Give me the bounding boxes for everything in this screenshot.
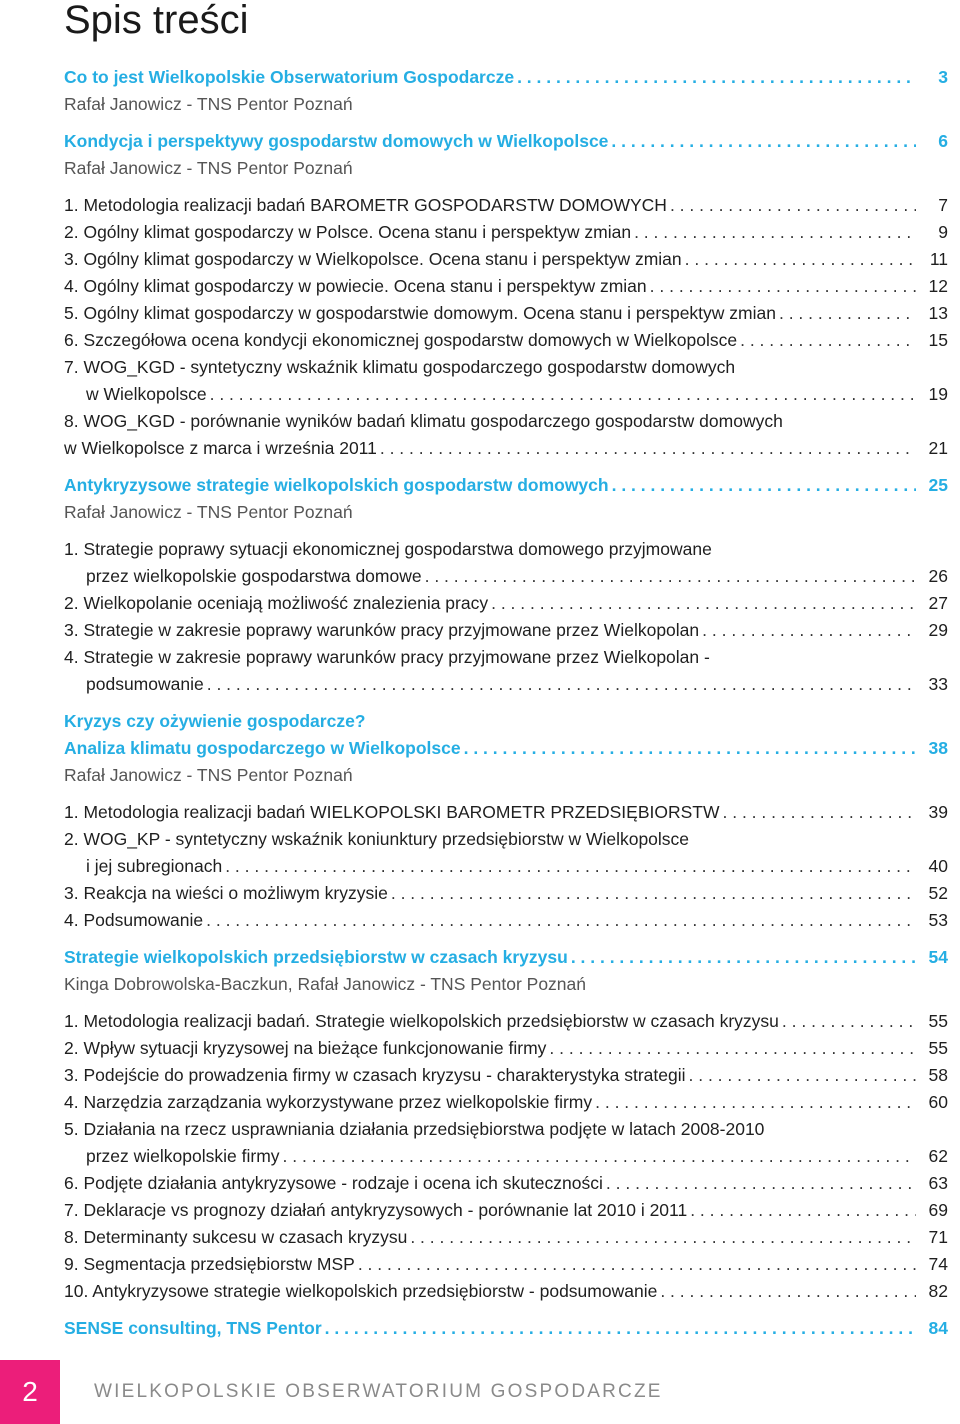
toc-entry-label: 3. Strategie w zakresie poprawy warunków pracy przyjmowane przez Wielkopolan xyxy=(64,620,700,640)
toc-entry-label: 3. Podejście do prowadzenia firmy w czasach kryzysu - charakterystyka strategii xyxy=(64,1065,686,1085)
toc-spacer xyxy=(64,118,960,128)
toc-page-number: 21 xyxy=(928,438,948,458)
toc-page-number: 25 xyxy=(928,475,948,495)
toc-page-number: 63 xyxy=(928,1173,948,1193)
dot-leader xyxy=(611,128,916,155)
toc-entry[interactable] xyxy=(64,219,960,246)
dot-leader xyxy=(325,1315,916,1342)
toc-page-number: 82 xyxy=(928,1281,948,1301)
dot-leader xyxy=(425,563,916,590)
toc-entry-label: 5. Ogólny klimat gospodarczy w gospodarstwie domowym. Ocena stanu i perspektyw zmian xyxy=(64,303,776,323)
toc-spacer xyxy=(64,934,960,944)
dot-leader xyxy=(595,1089,916,1116)
toc-page-number: 38 xyxy=(928,738,948,758)
toc-page-number: 6 xyxy=(938,131,948,151)
dot-leader xyxy=(723,799,917,826)
page-number: 2 xyxy=(22,1376,38,1407)
toc-entry-label: 6. Podjęte działania antykryzysowe - rodzaje i ocena ich skuteczności xyxy=(64,1173,603,1193)
toc-section[interactable] xyxy=(64,1315,960,1342)
toc-entry-label: Co to jest Wielkopolskie Obserwatorium Gospodarcze xyxy=(64,67,515,87)
toc-entry-label: Strategie wielkopolskich przedsiębiorstw w czasach kryzysu xyxy=(64,947,568,967)
toc-spacer xyxy=(64,526,960,536)
toc-section[interactable] xyxy=(64,472,960,499)
toc-spacer xyxy=(64,998,960,1008)
toc-spacer xyxy=(64,698,960,708)
toc-entry[interactable] xyxy=(64,1278,960,1305)
footer-title: WIELKOPOLSKIE OBSERWATORIUM GOSPODARCZE xyxy=(94,1381,663,1402)
toc-entry[interactable] xyxy=(64,192,960,219)
toc-entry[interactable] xyxy=(64,381,960,408)
dot-leader xyxy=(207,671,916,698)
toc-author: Kinga Dobrowolska-Baczkun, Rafał Janowicz - TNS Pentor Poznań xyxy=(64,974,587,994)
toc-page-number: 9 xyxy=(938,222,948,242)
toc-author: Rafał Janowicz - TNS Pentor Poznań xyxy=(64,158,353,178)
toc-entry-label: 10. Antykryzysowe strategie wielkopolskich przedsiębiorstw - podsumowanie xyxy=(64,1281,658,1301)
toc-entry-label: 2. Wpływ sytuacji kryzysowej na bieżące funkcjonowanie firmy xyxy=(64,1038,547,1058)
toc-entry[interactable] xyxy=(64,1008,960,1035)
dot-leader xyxy=(689,1062,917,1089)
toc-page-number: 55 xyxy=(928,1038,948,1058)
dot-leader xyxy=(670,192,916,219)
toc-entry[interactable] xyxy=(64,1035,960,1062)
toc-entry-label: 1. Metodologia realizacji badań. Strategie wielkopolskich przedsiębiorstw w czasach kryzysu xyxy=(64,1011,779,1031)
toc-entry-label: Antykryzysowe strategie wielkopolskich gospodarstw domowych xyxy=(64,475,609,495)
toc-section[interactable] xyxy=(64,735,960,762)
toc-entry-label: 7. Deklaracje vs prognozy działań antykryzysowych - porównanie lat 2010 i 2011 xyxy=(64,1200,688,1220)
toc-entry-label: przez wielkopolskie gospodarstwa domowe xyxy=(86,566,422,586)
dot-leader xyxy=(380,435,916,462)
toc-entry-label: w Wielkopolsce z marca i września 2011 xyxy=(64,438,377,458)
toc-page-number: 54 xyxy=(928,947,948,967)
dot-leader xyxy=(612,472,916,499)
toc-entry-label: 4. Narzędzia zarządzania wykorzystywane przez wielkopolskie firmy xyxy=(64,1092,593,1112)
toc-section[interactable] xyxy=(64,944,960,971)
toc-author: Rafał Janowicz - TNS Pentor Poznań xyxy=(64,765,353,785)
toc-entry[interactable] xyxy=(64,435,960,462)
toc-page-number: 40 xyxy=(928,856,948,876)
toc-entry-label: 2. Ogólny klimat gospodarczy w Polsce. Ocena stanu i perspektyw zmian xyxy=(64,222,632,242)
toc-entry[interactable] xyxy=(64,1170,960,1197)
dot-leader xyxy=(740,327,916,354)
toc-entry[interactable] xyxy=(64,1062,960,1089)
toc-entry-text: 5. Działania na rzecz usprawniania działania przedsiębiorstwa podjęte w latach 2008-2010 xyxy=(64,1119,765,1139)
toc-section[interactable] xyxy=(64,64,960,91)
toc-page-number: 55 xyxy=(928,1011,948,1031)
toc-spacer xyxy=(64,182,960,192)
toc-page-number: 69 xyxy=(928,1200,948,1220)
toc-entry[interactable] xyxy=(64,671,960,698)
toc-page-number: 13 xyxy=(928,303,948,323)
toc-entry-label: 2. Wielkopolanie oceniają możliwość znalezienia pracy xyxy=(64,593,489,613)
toc-entry[interactable] xyxy=(64,1143,960,1170)
toc-entry-label: 4. Podsumowanie xyxy=(64,910,204,930)
toc-spacer xyxy=(64,1305,960,1315)
toc-entry-text: 1. Strategie poprawy sytuacji ekonomicznej gospodarstwa domowego przyjmowane xyxy=(64,539,712,559)
toc-entry-label: 1. Metodologia realizacji badań WIELKOPOLSKI BAROMETR PRZEDSIĘBIORSTW xyxy=(64,802,720,822)
toc-entry-label: i jej subregionach xyxy=(86,856,223,876)
dot-leader xyxy=(782,1008,916,1035)
toc-entry-label: 3. Ogólny klimat gospodarczy w Wielkopolsce. Ocena stanu i perspektyw zmian xyxy=(64,249,682,269)
dot-leader xyxy=(225,853,916,880)
dot-leader xyxy=(660,1278,916,1305)
toc-page-number: 7 xyxy=(938,195,948,215)
toc-page-number: 53 xyxy=(928,910,948,930)
toc-entry-label: podsumowanie xyxy=(86,674,204,694)
dot-leader xyxy=(517,64,916,91)
toc-entry[interactable] xyxy=(64,1197,960,1224)
toc-page-number: 19 xyxy=(928,384,948,404)
dot-leader xyxy=(571,944,916,971)
toc-entry-label: Kondycja i perspektywy gospodarstw domowych w Wielkopolsce xyxy=(64,131,609,151)
dot-leader xyxy=(464,735,916,762)
toc-entry[interactable] xyxy=(64,1224,960,1251)
toc-entry[interactable] xyxy=(64,327,960,354)
toc-spacer xyxy=(64,789,960,799)
toc-entry-text: 7. WOG_KGD - syntetyczny wskaźnik klimatu gospodarczego gospodarstw domowych xyxy=(64,357,736,377)
toc-page-number: 26 xyxy=(928,566,948,586)
dot-leader xyxy=(391,880,916,907)
dot-leader xyxy=(410,1224,916,1251)
toc-entry[interactable] xyxy=(64,590,960,617)
toc-page-number: 74 xyxy=(928,1254,948,1274)
toc-page-number: 84 xyxy=(928,1318,948,1338)
toc-page-number: 3 xyxy=(938,67,948,87)
toc-entry-text: 4. Strategie w zakresie poprawy warunków pracy przyjmowane przez Wielkopolan - xyxy=(64,647,710,667)
dot-leader xyxy=(206,907,916,934)
dot-leader xyxy=(702,617,916,644)
toc-page-number: 39 xyxy=(928,802,948,822)
toc-entry-text: 8. WOG_KGD - porównanie wyników badań klimatu gospodarczego gospodarstw domowych xyxy=(64,411,783,431)
toc-entry[interactable] xyxy=(64,880,960,907)
dot-leader xyxy=(491,590,916,617)
toc-entry-label: 1. Metodologia realizacji badań BAROMETR GOSPODARSTW DOMOWYCH xyxy=(64,195,667,215)
dot-leader xyxy=(779,300,916,327)
toc-entry[interactable] xyxy=(64,300,960,327)
toc-author: Rafał Janowicz - TNS Pentor Poznań xyxy=(64,94,353,114)
toc-page-number: 60 xyxy=(928,1092,948,1112)
toc-page-number: 11 xyxy=(929,249,948,269)
toc-entry-label: 3. Reakcja na wieści o możliwym kryzysie xyxy=(64,883,388,903)
toc-page-number: 52 xyxy=(928,883,948,903)
toc-page-number: 27 xyxy=(928,593,948,613)
toc-entry[interactable] xyxy=(64,273,960,300)
toc-entry-label: 6. Szczegółowa ocena kondycji ekonomicznej gospodarstw domowych w Wielkopolsce xyxy=(64,330,738,350)
dot-leader xyxy=(358,1251,916,1278)
toc-entry[interactable] xyxy=(64,1089,960,1116)
toc-entry-label: 9. Segmentacja przedsiębiorstw MSP xyxy=(64,1254,355,1274)
toc-entry-label: SENSE consulting, TNS Pentor xyxy=(64,1318,322,1338)
toc-entry-text: 2. WOG_KP - syntetyczny wskaźnik koniunktury przedsiębiorstw w Wielkopolsce xyxy=(64,829,690,849)
toc-page-number: 15 xyxy=(928,330,948,350)
toc-section-heading: Kryzys czy ożywienie gospodarcze? xyxy=(64,711,366,731)
dot-leader xyxy=(685,246,916,273)
toc-page-number: 71 xyxy=(928,1227,948,1247)
dot-leader xyxy=(690,1197,916,1224)
dot-leader xyxy=(283,1143,916,1170)
toc-author: Rafał Janowicz - TNS Pentor Poznań xyxy=(64,502,353,522)
toc-entry-label: w Wielkopolsce xyxy=(86,384,207,404)
dot-leader xyxy=(634,219,916,246)
dot-leader xyxy=(606,1170,916,1197)
dot-leader xyxy=(549,1035,916,1062)
toc-page-number: 62 xyxy=(928,1146,948,1166)
toc-spacer xyxy=(64,462,960,472)
toc-section[interactable] xyxy=(64,128,960,155)
toc-entry[interactable] xyxy=(64,799,960,826)
toc-entry[interactable] xyxy=(64,853,960,880)
table-of-contents xyxy=(64,64,960,1342)
page-title: Spis treści xyxy=(64,0,249,42)
toc-entry[interactable] xyxy=(64,563,960,590)
toc-entry-label: 4. Ogólny klimat gospodarczy w powiecie. Ocena stanu i perspektyw zmian xyxy=(64,276,647,296)
toc-page-number: 12 xyxy=(928,276,948,296)
toc-page-number: 29 xyxy=(928,620,948,640)
toc-page-number: 58 xyxy=(928,1065,948,1085)
toc-page-number: 33 xyxy=(928,674,948,694)
dot-leader xyxy=(210,381,916,408)
toc-entry[interactable] xyxy=(64,907,960,934)
toc-entry-label: Analiza klimatu gospodarczego w Wielkopolsce xyxy=(64,738,461,758)
toc-entry-label: 8. Determinanty sukcesu w czasach kryzysu xyxy=(64,1227,408,1247)
toc-entry[interactable] xyxy=(64,246,960,273)
toc-entry-label: przez wielkopolskie firmy xyxy=(86,1146,280,1166)
dot-leader xyxy=(650,273,916,300)
toc-entry[interactable] xyxy=(64,617,960,644)
toc-entry[interactable] xyxy=(64,1251,960,1278)
